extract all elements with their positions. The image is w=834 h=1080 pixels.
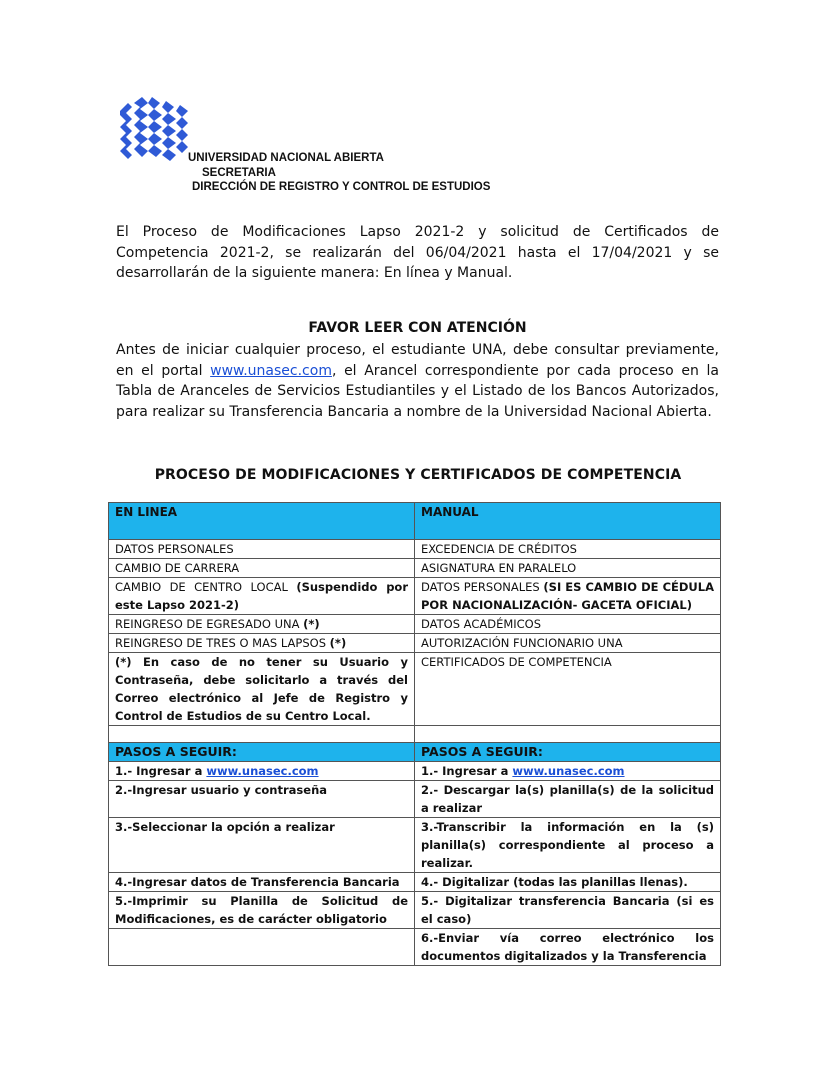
unasec-link[interactable]: www.unasec.com: [206, 764, 319, 778]
col-header-manual: MANUAL: [415, 503, 721, 540]
item-note: (*): [303, 617, 320, 631]
manual-item: ASIGNATURA EN PARALELO: [415, 559, 721, 578]
table-row: [109, 559, 721, 578]
table-row: [109, 540, 721, 559]
online-item: [109, 615, 415, 634]
unasec-link[interactable]: www.unasec.com: [210, 362, 332, 379]
notice-title: FAVOR LEER CON ATENCIÓN: [308, 320, 527, 336]
item-note: (Suspendido por este Lapso 2021-2): [115, 580, 409, 612]
col-header-online: EN LINEA: [109, 503, 415, 540]
organization-header: [188, 151, 490, 195]
item-note: (SI ES CAMBIO DE CÉDULA POR NACIONALIZACIÓN- GACETA OFICIAL): [421, 580, 714, 612]
manual-item: CERTIFICADOS DE COMPETENCIA: [415, 653, 721, 726]
online-step: 3.-Seleccionar la opción a realizar: [109, 818, 415, 873]
steps-header-online: PASOS A SEGUIR:: [109, 743, 415, 762]
manual-item: AUTORIZACIÓN FUNCIONARIO UNA: [415, 634, 721, 653]
steps-header-manual: PASOS A SEGUIR:: [415, 743, 721, 762]
item-text: REINGRESO DE EGRESADO UNA: [115, 617, 304, 631]
step-row: [109, 929, 721, 966]
intro-paragraph: El Proceso de Modificaciones Lapso 2021-2 y solicitud de Certificados de Competencia 2021-2, se realizarán del 06/04/2021 hasta el 17/04/2021 y se desarrollarán de la siguiente manera: En línea y Manual.: [116, 224, 719, 281]
unasec-link[interactable]: www.unasec.com: [512, 764, 625, 778]
online-step: 4.-Ingresar datos de Transferencia Bancaria: [109, 873, 415, 892]
table-header-row: [109, 503, 721, 540]
org-direccion: DIRECCIÓN DE REGISTRO Y CONTROL DE ESTUDIOS: [192, 181, 491, 193]
notice-paragraph: [116, 340, 719, 422]
table-row: [109, 578, 721, 615]
step-text: 1.- Ingresar a: [115, 764, 207, 778]
org-secretaria: SECRETARIA: [202, 166, 276, 179]
online-item: CAMBIO DE CARRERA: [109, 559, 415, 578]
una-logo: [118, 97, 190, 163]
notice-text-after: , el Arancel correspondiente por cada proceso en la Tabla de Aranceles de Servicios Estudiantiles y el Listado de los Bancos Autorizados, para realizar su Transferencia Bancaria a nombre de la Universidad Nacional Abierta.: [116, 362, 719, 420]
manual-step: 6.-Enviar vía correo electrónico los documentos digitalizados y la Transferencia: [415, 929, 721, 966]
manual-step: 2.- Descargar la(s) planilla(s) de la solicitud a realizar: [415, 781, 721, 818]
step-row: [109, 873, 721, 892]
step-row: [109, 818, 721, 873]
online-step: 2.-Ingresar usuario y contraseña: [109, 781, 415, 818]
online-item: [109, 578, 415, 615]
manual-step: 4.- Digitalizar (todas las planillas llenas).: [415, 873, 721, 892]
table-row: [109, 615, 721, 634]
manual-step: 3.-Transcribir la información en la (s) planilla(s) correspondiente al proceso a realizar.: [415, 818, 721, 873]
manual-item: DATOS ACADÉMICOS: [415, 615, 721, 634]
manual-item: [415, 578, 721, 615]
item-text: REINGRESO DE TRES O MAS LAPSOS: [115, 636, 330, 650]
online-footnote: (*) En caso de no tener su Usuario y Contraseña, debe solicitarlo a través del Correo electrónico al Jefe de Registro y Control de Estudios de su Centro Local.: [109, 653, 415, 726]
section-title: PROCESO DE MODIFICACIONES Y CERTIFICADOS DE COMPETENCIA: [154, 467, 682, 483]
online-item: DATOS PERSONALES: [109, 540, 415, 559]
org-name: UNIVERSIDAD NACIONAL ABIERTA: [188, 152, 384, 164]
table-row: [109, 634, 721, 653]
step-row: [109, 781, 721, 818]
item-note: (*): [329, 636, 347, 650]
table-spacer-row: [109, 726, 721, 743]
manual-item: EXCEDENCIA DE CRÉDITOS: [415, 540, 721, 559]
table-row: [109, 653, 721, 726]
steps-header-row: [109, 743, 721, 762]
item-text: CAMBIO DE CENTRO LOCAL: [115, 580, 297, 594]
item-text: DATOS PERSONALES: [421, 580, 544, 594]
step-row: [109, 762, 721, 781]
online-step: 5.-Imprimir su Planilla de Solicitud de Modificaciones, es de carácter obligatorio: [109, 892, 415, 929]
step-text: 1.- Ingresar a: [421, 764, 513, 778]
online-item: [109, 634, 415, 653]
manual-step: [415, 762, 721, 781]
process-table: [108, 502, 721, 966]
manual-step: 5.- Digitalizar transferencia Bancaria (si es el caso): [415, 892, 721, 929]
notice-text-before: Antes de iniciar cualquier proceso, el estudiante UNA, debe consultar previamente, en el portal: [116, 342, 719, 379]
online-step: [109, 929, 415, 966]
step-row: [109, 892, 721, 929]
online-step: [109, 762, 415, 781]
